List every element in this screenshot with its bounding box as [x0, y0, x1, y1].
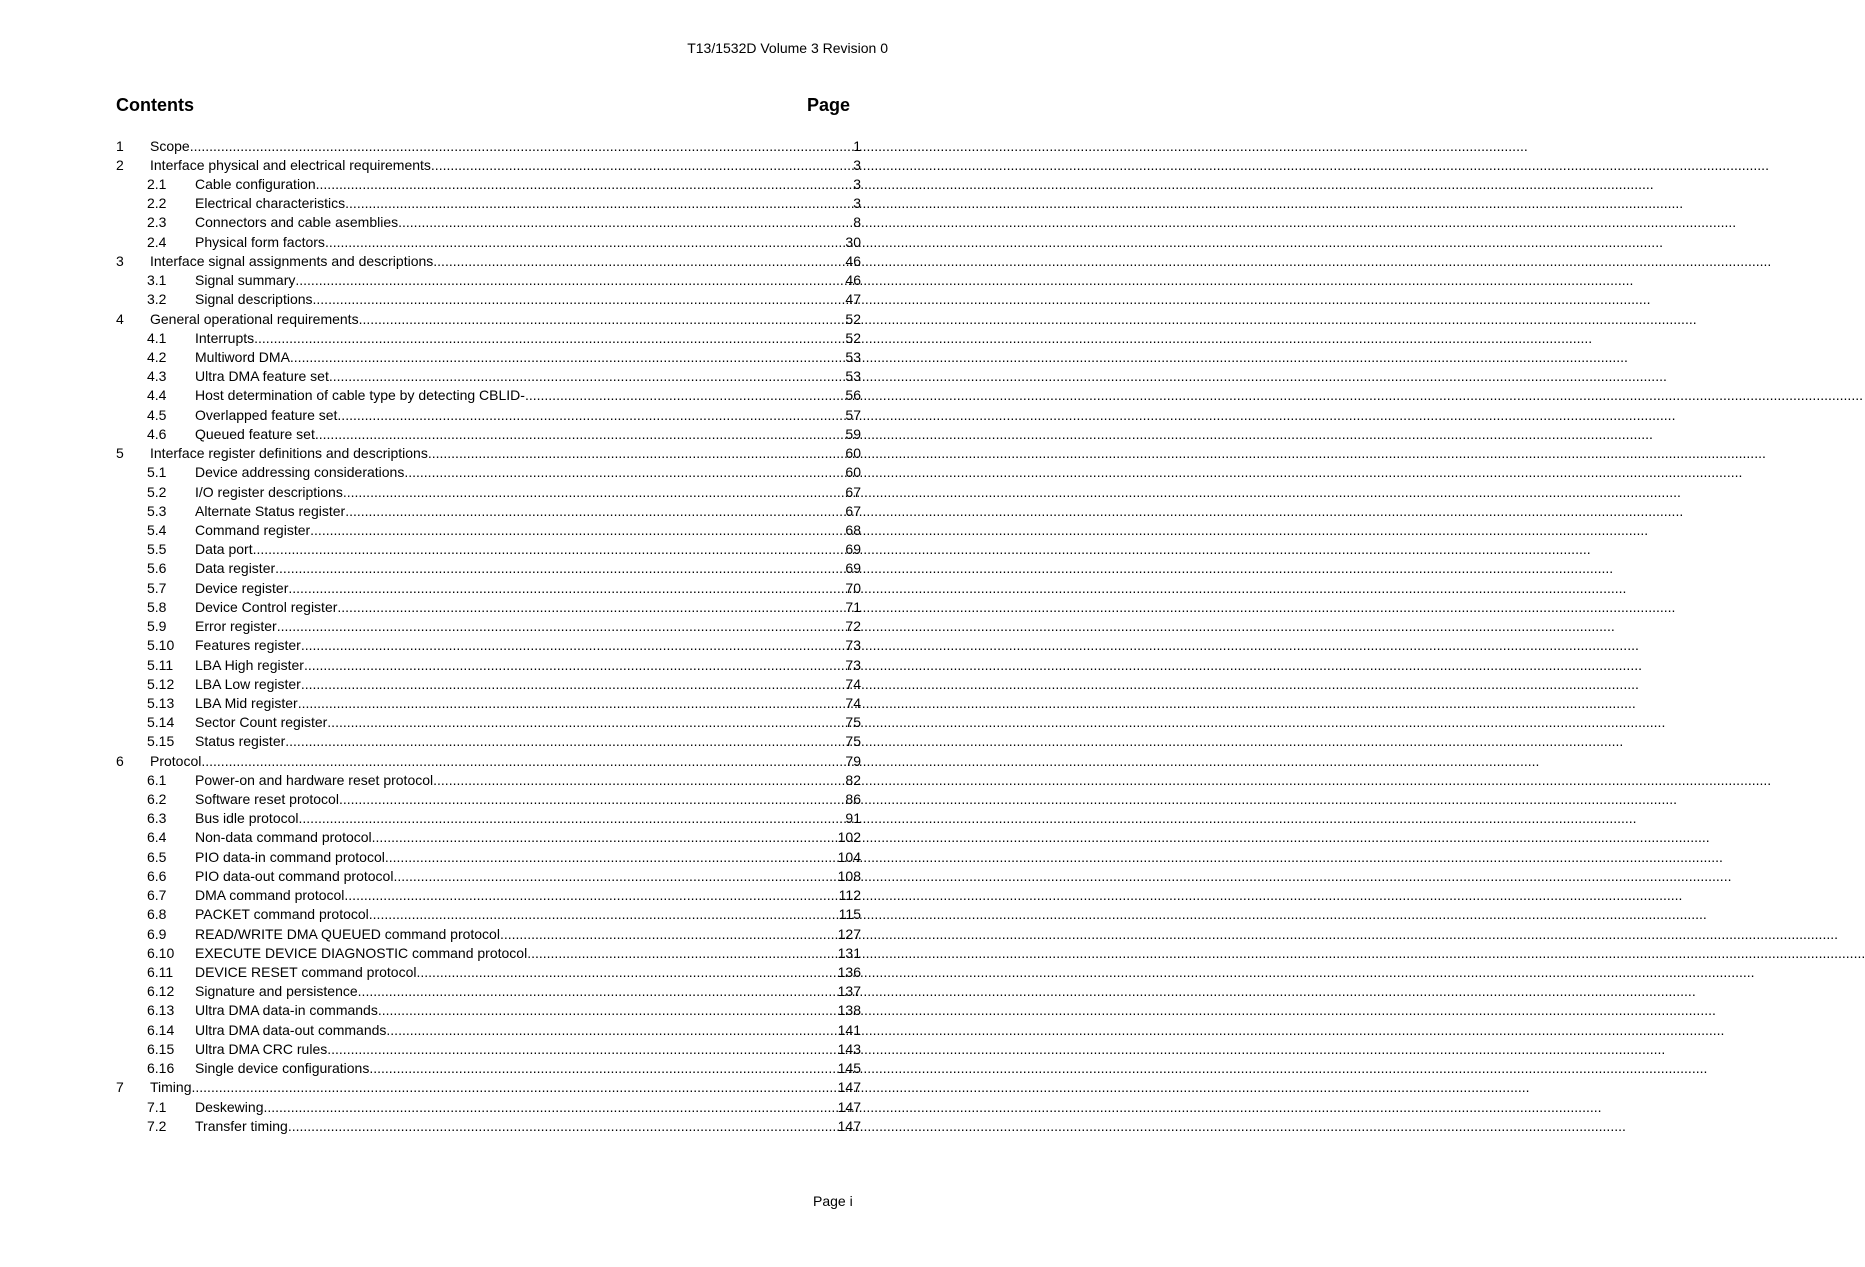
- toc-entry-page[interactable]: 73: [845, 656, 861, 673]
- toc-entry-title[interactable]: DMA command protocol: [195, 887, 345, 904]
- toc-entry-title[interactable]: PIO data-out command protocol: [195, 867, 394, 884]
- dot-leader: [359, 311, 846, 327]
- toc-entry-number: 3.1: [147, 272, 167, 289]
- dot-leader: [325, 234, 845, 250]
- toc-entry[interactable]: [116, 866, 861, 885]
- dot-leader: [433, 772, 845, 788]
- toc-entry-title[interactable]: I/O register descriptions: [195, 483, 343, 500]
- toc-entry-page[interactable]: 67: [845, 502, 861, 519]
- document-header: T13/1532D Volume 3 Revision 0: [687, 40, 888, 56]
- toc-entry[interactable]: [116, 540, 861, 559]
- toc-entry-page[interactable]: 131: [837, 944, 861, 961]
- toc-entry-number: 5.4: [147, 521, 167, 538]
- dot-leader: [304, 657, 845, 673]
- table-of-contents: [116, 136, 861, 1135]
- toc-entry-page[interactable]: 115: [838, 906, 861, 923]
- toc-entry-number: 5.6: [147, 560, 167, 577]
- toc-entry-number: 5.12: [147, 675, 175, 692]
- toc-entry-number: 6.11: [147, 964, 174, 981]
- toc-entry-number: 5.7: [147, 579, 167, 596]
- toc-entry-title[interactable]: Cable configuration: [195, 176, 316, 193]
- toc-entry-page[interactable]: 67: [845, 483, 861, 500]
- toc-entry-title[interactable]: LBA Mid register: [195, 694, 298, 711]
- dot-leader: [398, 214, 853, 230]
- toc-entry-title[interactable]: Software reset protocol: [195, 791, 339, 808]
- toc-entry-title[interactable]: Ultra DMA data-out commands: [195, 1021, 387, 1038]
- toc-entry-number: 6.1: [147, 771, 167, 788]
- toc-entry-title[interactable]: DEVICE RESET command protocol: [195, 964, 417, 981]
- toc-entry-number: 6.5: [147, 848, 167, 865]
- toc-entry-page[interactable]: 141: [837, 1021, 861, 1038]
- toc-entry-page[interactable]: 82: [845, 771, 861, 788]
- toc-entry-title[interactable]: Ultra DMA feature set: [195, 368, 329, 385]
- toc-entry[interactable]: [116, 1059, 861, 1078]
- toc-entry-page[interactable]: 46: [845, 252, 861, 269]
- dot-leader: [327, 714, 845, 730]
- page-column-heading: Page: [807, 95, 851, 115]
- toc-entry-page[interactable]: 147: [837, 1079, 861, 1096]
- toc-entry-number: 6: [116, 752, 124, 769]
- dot-leader: [327, 1041, 837, 1057]
- dot-leader: [343, 484, 846, 500]
- toc-entry-page[interactable]: 74: [845, 694, 861, 711]
- toc-entry-number: 6.13: [147, 1002, 175, 1019]
- dot-leader: [277, 618, 846, 634]
- toc-entry-page[interactable]: 108: [837, 867, 861, 884]
- toc-entry-page[interactable]: 102: [837, 829, 861, 846]
- toc-entry[interactable]: [116, 770, 861, 789]
- toc-entry-number: 3.2: [147, 291, 167, 308]
- toc-entry-title[interactable]: Single device configurations: [195, 1060, 370, 1077]
- toc-entry[interactable]: [116, 1097, 861, 1116]
- toc-entry-number: 6.16: [147, 1060, 175, 1077]
- dot-leader: [301, 676, 846, 692]
- toc-entry-title[interactable]: Ultra DMA CRC rules: [195, 1040, 328, 1057]
- toc-entry[interactable]: [116, 405, 861, 424]
- toc-entry-title[interactable]: PIO data-in command protocol: [195, 848, 385, 865]
- toc-entry-number: 5.1: [147, 464, 167, 481]
- toc-entry-page[interactable]: 72: [845, 618, 861, 635]
- toc-entry-page[interactable]: 86: [845, 791, 861, 808]
- toc-entry[interactable]: [116, 520, 861, 539]
- toc-entry-title[interactable]: Deskewing: [195, 1098, 264, 1115]
- toc-entry[interactable]: [116, 444, 861, 463]
- toc-entry[interactable]: [116, 924, 861, 943]
- dot-leader: [254, 330, 845, 346]
- toc-entry[interactable]: [116, 1001, 861, 1020]
- dot-leader: [386, 1022, 837, 1038]
- toc-entry-page[interactable]: 91: [845, 810, 861, 827]
- toc-entry-number: 2.1: [147, 176, 167, 193]
- dot-leader: [288, 580, 845, 596]
- dot-leader: [337, 599, 845, 615]
- toc-entry-page[interactable]: 57: [845, 406, 861, 423]
- toc-entry-title[interactable]: Electrical characteristics: [195, 195, 346, 212]
- dot-leader: [253, 541, 846, 557]
- dot-leader: [337, 407, 845, 423]
- dot-leader: [290, 349, 846, 365]
- toc-entry[interactable]: [116, 271, 861, 290]
- toc-entry-number: 2.3: [147, 214, 167, 231]
- toc-entry-title[interactable]: Data port: [195, 541, 253, 558]
- toc-entry-number: 5.11: [147, 656, 174, 673]
- toc-entry-page[interactable]: 68: [845, 521, 861, 538]
- toc-entry[interactable]: [116, 328, 861, 347]
- dot-leader: [500, 926, 838, 942]
- dot-leader: [431, 157, 853, 173]
- toc-entry-title[interactable]: Data register: [195, 560, 276, 577]
- toc-entry[interactable]: [116, 1020, 861, 1039]
- toc-entry-title[interactable]: Multiword DMA: [195, 349, 290, 366]
- dot-leader: [288, 1118, 838, 1134]
- toc-entry-page[interactable]: 69: [845, 541, 861, 558]
- dot-leader: [285, 733, 845, 749]
- toc-entry[interactable]: [116, 597, 861, 616]
- toc-entry-title[interactable]: LBA Low register: [195, 675, 301, 692]
- toc-entry-page[interactable]: 147: [837, 1117, 861, 1134]
- toc-entry[interactable]: [116, 905, 861, 924]
- toc-entry-page[interactable]: 75: [845, 714, 861, 731]
- toc-entry-page[interactable]: 138: [837, 1002, 861, 1019]
- toc-entry-title[interactable]: Bus idle protocol: [195, 810, 299, 827]
- toc-entry[interactable]: [116, 847, 861, 866]
- toc-entry-number: 4.1: [147, 329, 167, 346]
- toc-entry-page[interactable]: 30: [845, 233, 861, 250]
- dot-leader: [263, 1099, 837, 1115]
- toc-entry-title[interactable]: Device addressing considerations: [195, 464, 405, 481]
- toc-entry-title[interactable]: Power-on and hardware reset protocol: [195, 771, 434, 788]
- contents-heading: Contents: [116, 95, 194, 115]
- dot-leader: [404, 464, 845, 480]
- toc-entry[interactable]: [116, 213, 861, 232]
- dot-leader: [201, 753, 845, 769]
- toc-entry[interactable]: [116, 1116, 861, 1135]
- toc-entry[interactable]: [116, 693, 861, 712]
- toc-entry[interactable]: [116, 251, 861, 270]
- toc-entry-number: 6.3: [147, 810, 167, 827]
- toc-entry[interactable]: [116, 290, 861, 309]
- toc-entry-page[interactable]: 3: [853, 195, 861, 212]
- dot-leader: [192, 1079, 838, 1095]
- toc-entry-number: 5.5: [147, 541, 167, 558]
- toc-entry-title[interactable]: Alternate Status register: [195, 502, 346, 519]
- toc-entry-number: 2.4: [147, 233, 167, 250]
- toc-entry-number: 5.2: [147, 483, 167, 500]
- dot-leader: [358, 983, 838, 999]
- dot-leader: [329, 368, 846, 384]
- toc-entry-title[interactable]: Connectors and cable asemblies: [195, 214, 399, 231]
- toc-entry-title[interactable]: Command register: [195, 521, 311, 538]
- toc-entry-number: 3: [116, 252, 124, 269]
- toc-entry-title[interactable]: Overlapped feature set: [195, 406, 338, 423]
- toc-entry[interactable]: [116, 309, 861, 328]
- toc-entry-number: 5.15: [147, 733, 175, 750]
- toc-entry-title[interactable]: Error register: [195, 618, 277, 635]
- toc-entry-title[interactable]: Sector Count register: [195, 714, 328, 731]
- toc-entry-page[interactable]: 127: [837, 925, 861, 942]
- toc-entry[interactable]: [116, 751, 861, 770]
- toc-entry-page[interactable]: 56: [845, 387, 861, 404]
- toc-entry-number: 6.6: [147, 867, 167, 884]
- toc-entry-number: 6.7: [147, 887, 167, 904]
- dot-leader: [299, 810, 846, 826]
- toc-entry-title[interactable]: Interface register definitions and descriptions: [150, 445, 428, 462]
- toc-entry-title[interactable]: LBA High register: [195, 656, 304, 673]
- toc-entry-title[interactable]: Signature and persistence: [195, 983, 358, 1000]
- toc-entry-page[interactable]: 79: [845, 752, 861, 769]
- toc-entry-title[interactable]: Timing: [150, 1079, 192, 1096]
- toc-entry-page[interactable]: 69: [845, 560, 861, 577]
- toc-entry[interactable]: [116, 194, 861, 213]
- toc-entry[interactable]: [116, 636, 861, 655]
- toc-entry[interactable]: [116, 616, 861, 635]
- dot-leader: [345, 503, 845, 519]
- dot-leader: [527, 945, 837, 961]
- toc-entry-number: 6.12: [147, 983, 175, 1000]
- toc-entry-number: 5.9: [147, 618, 167, 635]
- dot-leader: [310, 522, 845, 538]
- toc-entry-number: 5.3: [147, 502, 167, 519]
- toc-entry-title[interactable]: General operational requirements: [150, 310, 359, 327]
- toc-entry-title[interactable]: Device register: [195, 579, 289, 596]
- toc-entry-number: 4.6: [147, 425, 167, 442]
- toc-entry-page[interactable]: 104: [837, 848, 861, 865]
- toc-entry-title[interactable]: Physical form factors: [195, 233, 325, 250]
- toc-entry-title[interactable]: Signal descriptions: [195, 291, 313, 308]
- toc-entry-title[interactable]: Interface physical and electrical requirements: [150, 156, 431, 173]
- toc-entry-number: 4.3: [147, 368, 167, 385]
- toc-entry-title[interactable]: Queued feature set: [195, 425, 315, 442]
- toc-entry-title[interactable]: Status register: [195, 733, 286, 750]
- dot-leader: [372, 829, 838, 845]
- toc-entry[interactable]: [116, 386, 861, 405]
- toc-entry-number: 2.2: [147, 195, 167, 212]
- toc-entry-title[interactable]: Signal summary: [195, 272, 296, 289]
- dot-leader: [339, 791, 845, 807]
- dot-leader: [417, 964, 838, 980]
- toc-entry-title[interactable]: Host determination of cable type by detecting CBLID-: [195, 387, 525, 404]
- toc-entry[interactable]: [116, 809, 861, 828]
- toc-entry[interactable]: [116, 1039, 861, 1058]
- toc-entry-page[interactable]: 73: [845, 637, 861, 654]
- toc-entry-page[interactable]: 1: [853, 137, 861, 154]
- toc-entry-number: 4.2: [147, 349, 167, 366]
- dot-leader: [301, 637, 846, 653]
- toc-entry-number: 6.8: [147, 906, 167, 923]
- dot-leader: [393, 868, 837, 884]
- dot-leader: [378, 1002, 838, 1018]
- toc-entry-page[interactable]: 136: [837, 964, 861, 981]
- toc-entry-page[interactable]: 112: [838, 887, 861, 904]
- toc-entry-number: 6.2: [147, 791, 167, 808]
- toc-entry[interactable]: [116, 501, 861, 520]
- toc-entry-number: 1: [116, 137, 124, 154]
- toc-entry[interactable]: [116, 174, 861, 193]
- dot-leader: [369, 1060, 837, 1076]
- toc-entry-number: 5.8: [147, 598, 167, 615]
- toc-entry-page[interactable]: 52: [845, 310, 861, 327]
- dot-leader: [316, 176, 854, 192]
- toc-entry-page[interactable]: 52: [845, 329, 861, 346]
- toc-entry[interactable]: [116, 732, 861, 751]
- toc-entry-number: 4: [116, 310, 124, 327]
- toc-entry-page[interactable]: 70: [845, 579, 861, 596]
- toc-entry-page[interactable]: 46: [845, 272, 861, 289]
- toc-entry-title[interactable]: READ/WRITE DMA QUEUED command protocol: [195, 925, 500, 942]
- toc-entry-number: 2: [116, 156, 124, 173]
- toc-entry-page[interactable]: 3: [853, 176, 861, 193]
- toc-entry[interactable]: [116, 578, 861, 597]
- toc-entry-page[interactable]: 74: [845, 675, 861, 692]
- dot-leader: [298, 695, 846, 711]
- toc-entry[interactable]: [116, 982, 861, 1001]
- toc-entry-page[interactable]: 147: [837, 1098, 861, 1115]
- toc-entry-title[interactable]: Device Control register: [195, 598, 338, 615]
- toc-entry-title[interactable]: EXECUTE DEVICE DIAGNOSTIC command protocol: [195, 944, 528, 961]
- toc-entry-number: 6.9: [147, 925, 167, 942]
- toc-entry-title[interactable]: Ultra DMA data-in commands: [195, 1002, 378, 1019]
- toc-entry[interactable]: [116, 559, 861, 578]
- toc-entry-page[interactable]: 75: [845, 733, 861, 750]
- toc-entry-number: 6.15: [147, 1040, 175, 1057]
- toc-entry-title[interactable]: Interface signal assignments and descriptions: [150, 252, 434, 269]
- dot-leader: [369, 906, 839, 922]
- toc-entry[interactable]: [116, 789, 861, 808]
- toc-entry-number: 5.13: [147, 694, 175, 711]
- toc-entry-page[interactable]: 53: [845, 349, 861, 366]
- toc-entry[interactable]: [116, 943, 861, 962]
- dot-leader: [525, 387, 845, 403]
- toc-entry-number: 4.5: [147, 406, 167, 423]
- dot-leader: [315, 426, 846, 442]
- dot-leader: [275, 560, 845, 576]
- dot-leader: [190, 138, 854, 154]
- toc-entry[interactable]: [116, 1078, 861, 1097]
- toc-entry-page[interactable]: 53: [845, 368, 861, 385]
- toc-entry-number: 4.4: [147, 387, 167, 404]
- toc-entry[interactable]: [116, 962, 861, 981]
- toc-entry[interactable]: [116, 655, 861, 674]
- toc-entry-title[interactable]: Interrupts: [195, 329, 255, 346]
- toc-entry-title[interactable]: Non-data command protocol: [195, 829, 372, 846]
- toc-entry-title[interactable]: Protocol: [150, 752, 202, 769]
- toc-entry-number: 7: [116, 1079, 124, 1096]
- toc-entry-page[interactable]: 71: [845, 598, 861, 615]
- toc-entry[interactable]: [116, 463, 861, 482]
- toc-entry-number: 5: [116, 445, 124, 462]
- toc-entry-title[interactable]: Features register: [195, 637, 301, 654]
- dot-leader: [385, 849, 838, 865]
- toc-entry-page[interactable]: 59: [845, 425, 861, 442]
- toc-entry[interactable]: [116, 232, 861, 251]
- toc-entry[interactable]: [116, 136, 861, 155]
- toc-entry-page[interactable]: 3: [853, 156, 861, 173]
- toc-entry-number: 7.1: [147, 1098, 167, 1115]
- toc-entry-page[interactable]: 137: [837, 983, 861, 1000]
- dot-leader: [344, 887, 838, 903]
- toc-entry-title[interactable]: Transfer timing: [195, 1117, 288, 1134]
- toc-entry[interactable]: [116, 367, 861, 386]
- toc-entry-page[interactable]: 145: [837, 1060, 861, 1077]
- toc-entry[interactable]: [116, 424, 861, 443]
- toc-entry-number: 6.14: [147, 1021, 175, 1038]
- toc-entry-title[interactable]: Scope: [150, 137, 190, 154]
- dot-leader: [295, 272, 845, 288]
- toc-entry[interactable]: [116, 886, 861, 905]
- dot-leader: [345, 195, 853, 211]
- toc-entry-number: 6.10: [147, 944, 175, 961]
- toc-entry-title[interactable]: PACKET command protocol: [195, 906, 369, 923]
- toc-entry-page[interactable]: 143: [837, 1040, 861, 1057]
- toc-entry[interactable]: [116, 155, 861, 174]
- toc-entry[interactable]: [116, 828, 861, 847]
- toc-entry[interactable]: [116, 713, 861, 732]
- toc-entry-number: 5.14: [147, 714, 175, 731]
- toc-entry-number: 5.10: [147, 637, 175, 654]
- dot-leader: [313, 291, 846, 307]
- dot-leader: [433, 253, 845, 269]
- toc-entry-page[interactable]: 8: [853, 214, 861, 231]
- dot-leader: [428, 445, 846, 461]
- toc-entry[interactable]: [116, 482, 861, 501]
- toc-entry-page[interactable]: 47: [845, 291, 861, 308]
- toc-entry-number: 6.4: [147, 829, 167, 846]
- toc-entry[interactable]: [116, 674, 861, 693]
- toc-entry[interactable]: [116, 347, 861, 366]
- toc-entry-number: 7.2: [147, 1117, 167, 1134]
- toc-entry-page[interactable]: 60: [845, 445, 861, 462]
- toc-entry-page[interactable]: 60: [845, 464, 861, 481]
- page-number-footer: Page i: [813, 1193, 853, 1209]
